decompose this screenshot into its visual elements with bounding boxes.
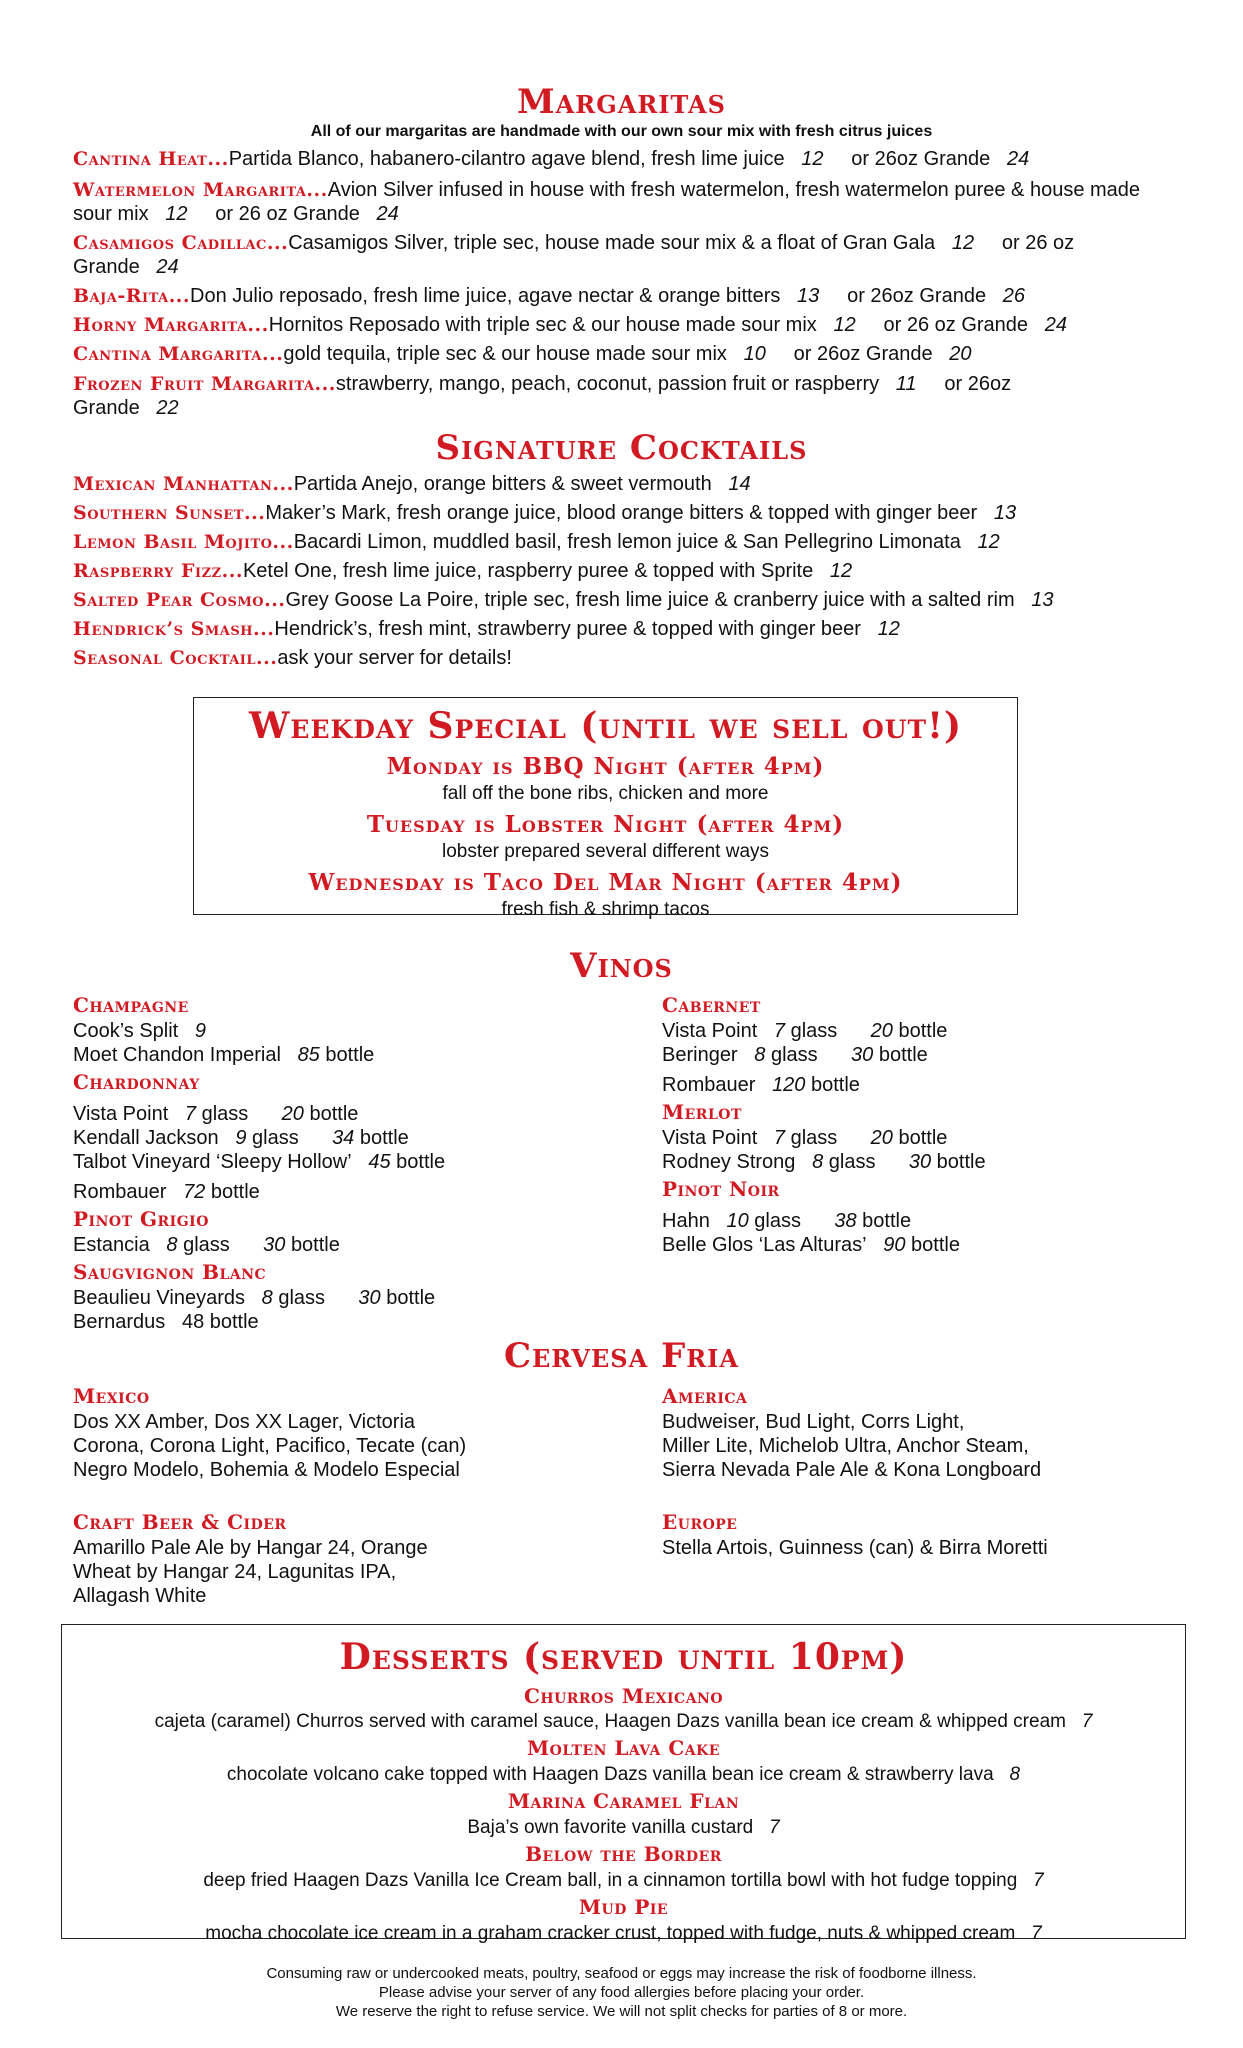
footer-disclaimer: [0, 1964, 1243, 2021]
wine-item: Vista Point 7 glass 20 bottle: [662, 1020, 948, 1042]
wine-item: Vista Point 7 glass 20 bottle: [73, 1103, 359, 1125]
list-item: Salted Pear Cosmo...Grey Goose La Poire, triple sec, fresh lime juice & cranberry juice with a salted rim 13: [73, 589, 1054, 611]
weekday-item-desc: fresh fish & shrimp tacos: [501, 899, 710, 920]
dessert-name: Churros Mexicano: [523, 1684, 724, 1708]
wine-item: Kendall Jackson 9 glass 34 bottle: [73, 1127, 409, 1149]
dessert-name: Below the Border: [525, 1842, 722, 1866]
footer-line: Please advise your server of any food allergies before placing your order.: [378, 1984, 865, 2001]
beer-line: Budweiser, Bud Light, Corrs Light,: [662, 1411, 965, 1433]
list-item: Watermelon Margarita...Avion Silver infused in house with fresh watermelon, fresh watermelon puree & house made sour mix 12 or 26 oz Grande 24: [73, 179, 1141, 225]
wine-category: Cabernet: [662, 993, 761, 1017]
wine-item: Rombauer 72 bottle: [73, 1181, 260, 1203]
wine-column-right: [662, 990, 1222, 1257]
dessert-name: Marina Caramel Flan: [507, 1789, 740, 1813]
wine-item: Hahn 10 glass 38 bottle: [662, 1210, 912, 1232]
weekday-item-desc: lobster prepared several different ways: [441, 841, 770, 862]
beer-line: Allagash White: [73, 1585, 207, 1607]
list-item: Baja-Rita...Don Julio reposado, fresh lime juice, agave nectar & orange bitters 13 or 26oz Grande 26: [73, 285, 1025, 307]
weekday-title: Weekday Special (until we sell out!): [248, 705, 962, 747]
list-item: Mexican Manhattan...Partida Anejo, orange bitters & sweet vermouth 14: [73, 473, 751, 495]
beer-category: Mexico: [73, 1384, 150, 1408]
beer-line: Sierra Nevada Pale Ale & Kona Longboard: [662, 1459, 1042, 1481]
wine-item: Belle Glos ‘Las Alturas’ 90 bottle: [662, 1234, 960, 1256]
list-item: Cantina Heat...Partida Blanco, habanero-cilantro agave blend, fresh lime juice 12 or 26oz Grande 24: [73, 148, 1030, 170]
beer-category: Europe: [662, 1510, 738, 1534]
weekday-item-desc: fall off the bone ribs, chicken and more: [442, 783, 769, 804]
footer-line: Consuming raw or undercooked meats, poultry, seafood or eggs may increase the risk of foodborne illness.: [266, 1965, 977, 1982]
margaritas-subtitle: All of our margaritas are handmade with our own sour mix with fresh citrus juices: [310, 123, 933, 140]
wine-item: Rombauer 120 bottle: [662, 1074, 860, 1096]
list-item: Hendrick’s Smash...Hendrick’s, fresh mint, strawberry puree & topped with ginger beer 12: [73, 618, 900, 640]
cocktails-list: [73, 470, 1183, 673]
dessert-desc: chocolate volcano cake topped with Haagen Dazs vanilla bean ice cream & strawberry lava 8: [226, 1764, 1021, 1785]
wine-item: Talbot Vineyard ‘Sleepy Hollow’ 45 bottle: [73, 1151, 446, 1173]
list-item: Southern Sunset...Maker’s Mark, fresh orange juice, blood orange bitters & topped with ginger beer 13: [73, 502, 1017, 524]
dessert-desc: Baja’s own favorite vanilla custard 7: [467, 1817, 780, 1838]
beer-line: Stella Artois, Guinness (can) & Birra Moretti: [662, 1537, 1048, 1559]
wine-category: Chardonnay: [73, 1070, 200, 1094]
beer-line: Dos XX Amber, Dos XX Lager, Victoria: [73, 1411, 416, 1433]
dessert-name: Molten Lava Cake: [526, 1736, 720, 1760]
beer-column-left: [73, 1381, 633, 1608]
desserts-title: Desserts (served until 10pm): [339, 1636, 908, 1678]
beer-line: Negro Modelo, Bohemia & Modelo Especial: [73, 1459, 460, 1481]
weekday-item-title: Monday is BBQ Night (after 4pm): [386, 753, 825, 780]
beer-category: America: [662, 1384, 748, 1408]
margaritas-list: [73, 145, 1183, 420]
list-item: Lemon Basil Mojito...Bacardi Limon, muddled basil, fresh lemon juice & San Pellegrino Limonata 12: [73, 531, 1000, 553]
beer-line: Wheat by Hangar 24, Lagunitas IPA,: [73, 1561, 397, 1583]
wine-category: Champagne: [73, 993, 189, 1017]
desserts-box: [61, 1624, 1186, 1944]
list-item: Frozen Fruit Margarita...strawberry, mango, peach, coconut, passion fruit or raspberry 11 or 26oz Grande 22: [73, 373, 1012, 419]
wine-item: Cook’s Split 9: [73, 1020, 207, 1042]
dessert-desc: mocha chocolate ice cream in a graham cracker crust, topped with fudge, nuts & whipped cream 7: [205, 1923, 1042, 1944]
beer-line: Amarillo Pale Ale by Hangar 24, Orange: [73, 1537, 428, 1559]
wine-item: Beaulieu Vineyards 8 glass 30 bottle: [73, 1287, 436, 1309]
weekday-special-box: [193, 697, 1018, 920]
dessert-name: Mud Pie: [578, 1895, 669, 1919]
list-item: Horny Margarita...Hornitos Reposado with triple sec & our house made sour mix 12 or 26 oz Grande 24: [73, 314, 1067, 336]
beer-line: Corona, Corona Light, Pacifico, Tecate (can): [73, 1435, 467, 1457]
wine-item: Moet Chandon Imperial 85 bottle: [73, 1044, 375, 1066]
list-item: Cantina Margarita...gold tequila, triple sec & our house made sour mix 10 or 26oz Grande 20: [73, 343, 972, 365]
wine-column-left: [73, 990, 633, 1334]
wine-item: Beringer 8 glass 30 bottle: [662, 1044, 928, 1066]
wine-category: Merlot: [662, 1100, 742, 1124]
dessert-desc: cajeta (caramel) Churros served with caramel sauce, Haagen Dazs vanilla bean ice cream & whipped cream 7: [154, 1711, 1093, 1732]
wine-category: Pinot Grigio: [73, 1207, 209, 1231]
cocktails-title: Signature Cocktails: [435, 428, 808, 468]
beer-category: Craft Beer & Cider: [73, 1510, 287, 1534]
beer-title: Cervesa Fria: [503, 1336, 740, 1376]
list-item: Casamigos Cadillac...Casamigos Silver, triple sec, house made sour mix & a float of Gran Gala 12 or 26 oz Grande 24: [73, 232, 1075, 278]
list-item: Seasonal Cocktail...ask your server for details!: [73, 647, 512, 669]
dessert-desc: deep fried Haagen Dazs Vanilla Ice Cream ball, in a cinnamon tortilla bowl with hot fudge topping 7: [203, 1870, 1044, 1891]
footer-line: We reserve the right to refuse service. We will not split checks for parties of 8 or more.: [335, 2003, 908, 2020]
vinos-title: Vinos: [570, 946, 673, 986]
beer-column-right: [662, 1381, 1222, 1560]
wine-item: Rodney Strong 8 glass 30 bottle: [662, 1151, 986, 1173]
wine-item: Bernardus 48 bottle: [73, 1311, 259, 1333]
beer-line: Miller Lite, Michelob Ultra, Anchor Steam,: [662, 1435, 1029, 1457]
wine-item: Vista Point 7 glass 20 bottle: [662, 1127, 948, 1149]
weekday-item-title: Tuesday is Lobster Night (after 4pm): [366, 811, 845, 838]
wine-item: Estancia 8 glass 30 bottle: [73, 1234, 340, 1256]
wine-category: Saugvignon Blanc: [73, 1260, 267, 1284]
wine-category: Pinot Noir: [662, 1177, 780, 1201]
list-item: Raspberry Fizz...Ketel One, fresh lime juice, raspberry puree & topped with Sprite 12: [73, 560, 853, 582]
margaritas-title: Margaritas: [517, 82, 726, 122]
weekday-item-title: Wednesday is Taco Del Mar Night (after 4pm): [308, 869, 903, 896]
